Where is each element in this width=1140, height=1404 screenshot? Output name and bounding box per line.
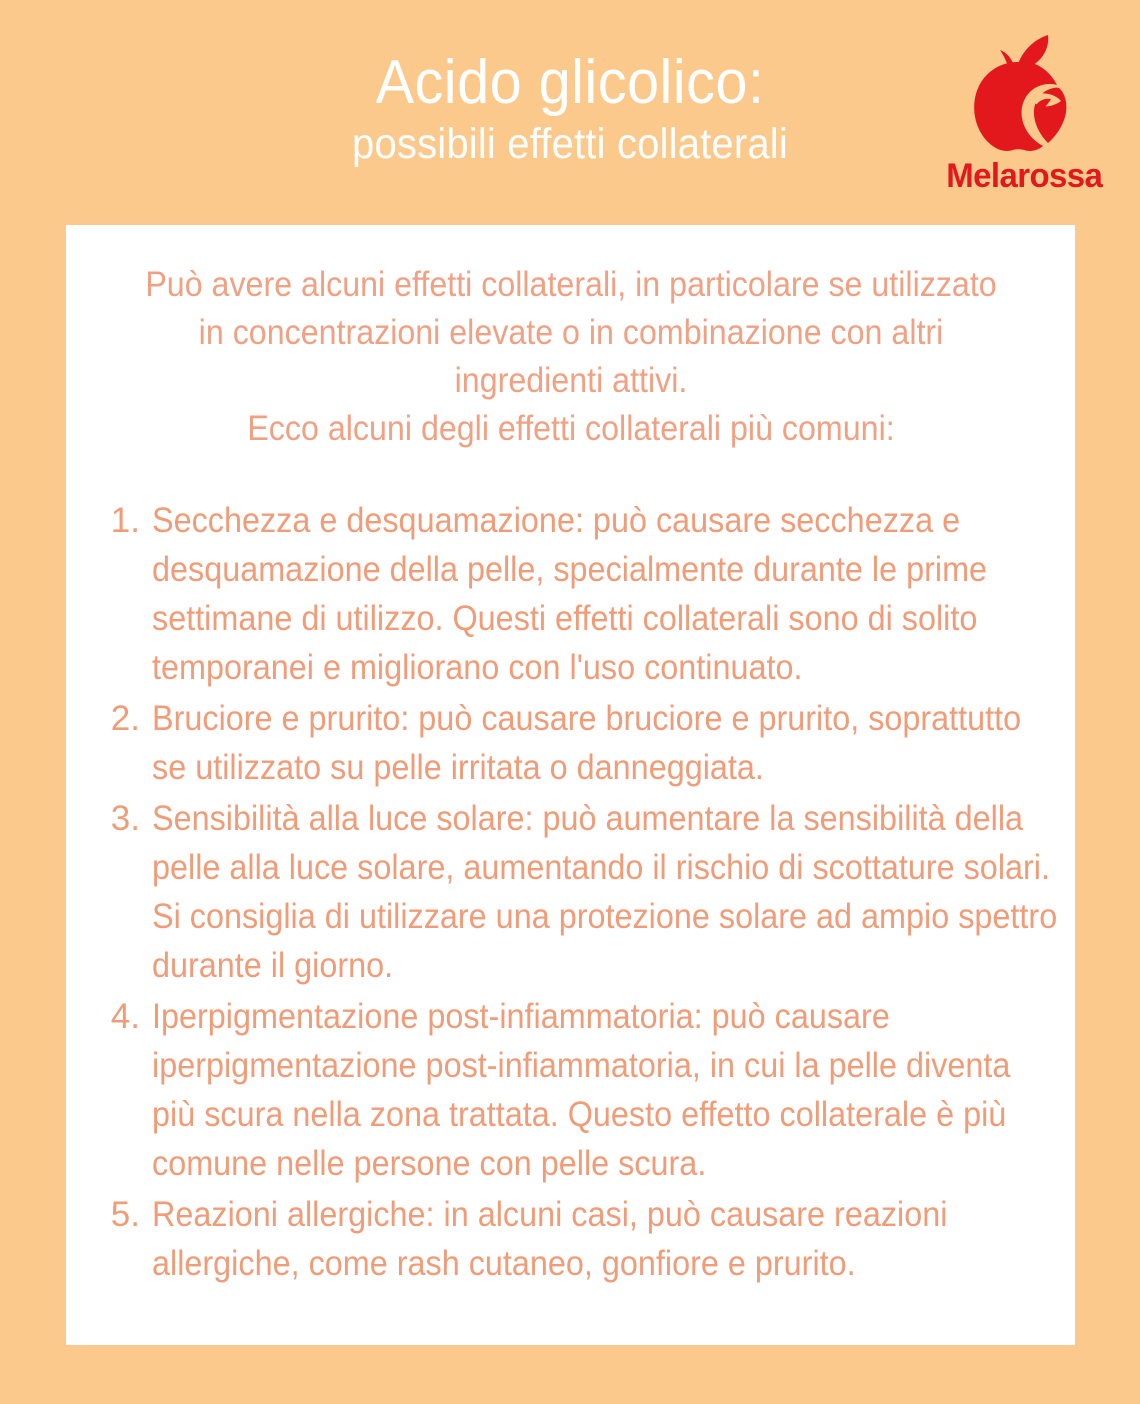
list-item: [100, 1190, 1060, 1288]
list-item-number: 5.: [110, 1195, 140, 1234]
logo-wordmark: Melarossa: [946, 157, 1103, 195]
list-item-text: Sensibilità alla luce solare: può aumentare la sensibilità della pelle alla luce solare, aumentando il rischio di scottature solari. Si consiglia di utilizzare una protezione solare ad ampio spettro durante il giorno.: [152, 799, 1058, 985]
list-item-text: Secchezza e desquamazione: può causare secchezza e desquamazione della pelle, specialmente durante le prime settimane di utilizzo. Questi effetti collaterali sono di solito temporanei e migliorano con l'uso continuato.: [152, 501, 988, 687]
list-item: [100, 694, 1060, 792]
list-item-text: Reazioni allergiche: in alcuni casi, può causare reazioni allergiche, come rash cutaneo, gonfiore e prurito.: [152, 1195, 948, 1283]
intro-text: [143, 261, 999, 453]
list-item-text: Bruciore e prurito: può causare bruciore e prurito, soprattutto se utilizzato su pelle irritata o danneggiata.: [152, 699, 1022, 787]
list-item: [100, 992, 1060, 1188]
list-item-number: 1.: [110, 501, 140, 540]
list-item: [100, 794, 1060, 990]
page-title: Acido glicolico:: [375, 48, 765, 117]
list-item-text: Iperpigmentazione post-infiammatoria: può causare iperpigmentazione post-infiammatoria, in cui la pelle diventa più scura nella zona trattata. Questo effetto collaterale è più comune nelle persone con pelle scura.: [152, 997, 1011, 1183]
melarossa-logo: [944, 32, 1103, 197]
intro-paragraph-2: Ecco alcuni degli effetti collaterali più comuni:: [247, 409, 895, 448]
content-card: [66, 225, 1075, 1345]
side-effects-list: [100, 496, 1060, 1290]
infographic-header: [0, 0, 1140, 225]
list-item-number: 2.: [110, 699, 140, 738]
page-subtitle: possibili effetti collaterali: [352, 120, 788, 168]
intro-paragraph-1: Può avere alcuni effetti collaterali, in particolare se utilizzato in concentrazioni elevate o in combinazione con altri ingredienti attivi.: [145, 265, 997, 400]
list-item: [100, 496, 1060, 692]
apple-icon: [958, 32, 1078, 156]
list-item-number: 4.: [110, 997, 140, 1036]
list-item-number: 3.: [110, 799, 140, 838]
